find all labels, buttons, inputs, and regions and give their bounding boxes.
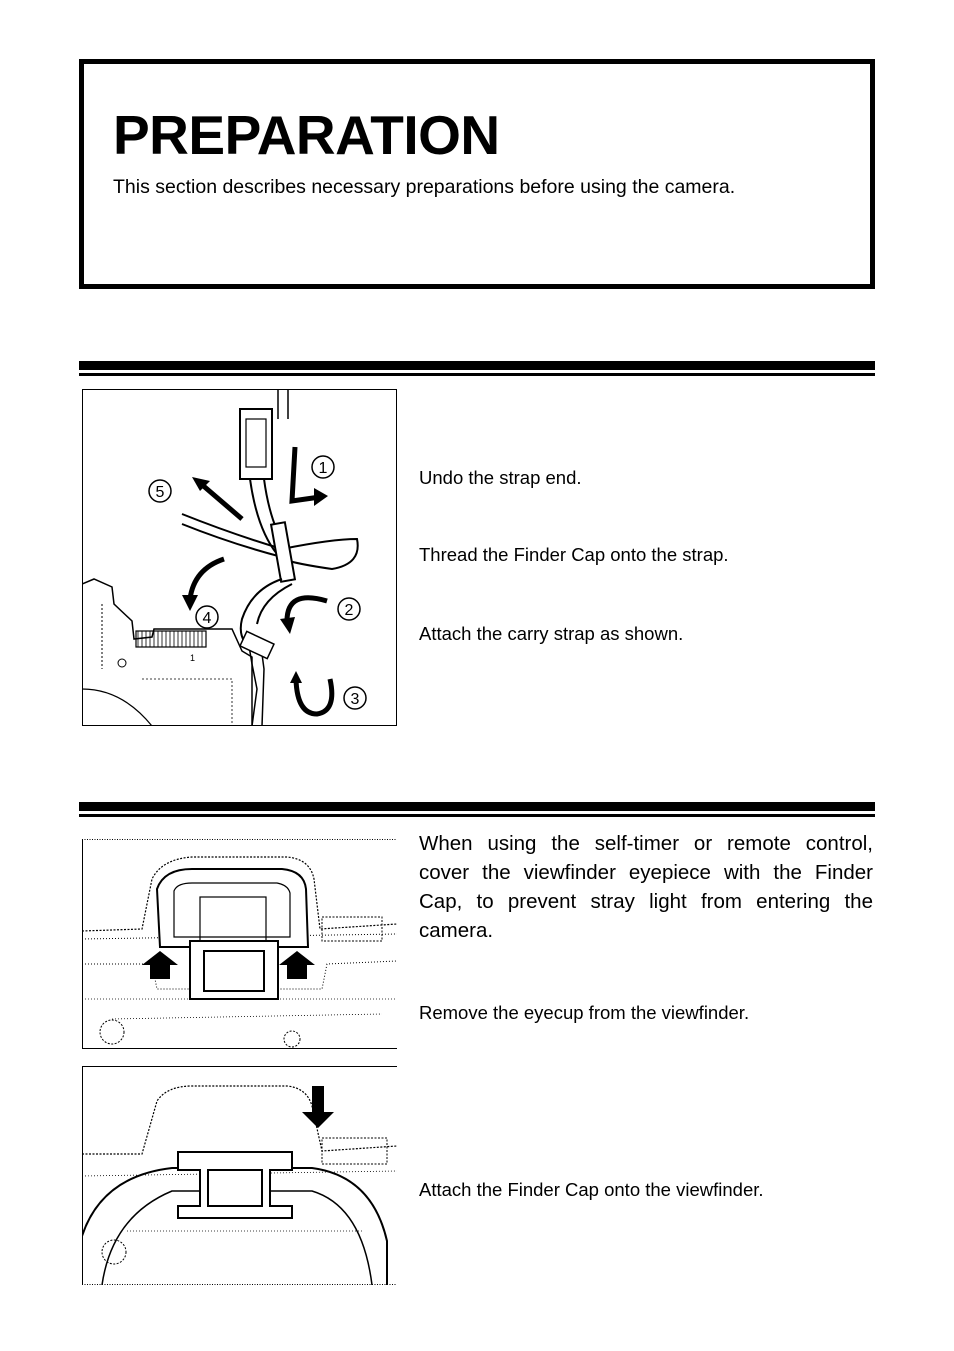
callout-1 bbox=[312, 456, 334, 478]
svg-text:1: 1 bbox=[318, 460, 328, 477]
callout-5 bbox=[149, 480, 171, 502]
callout-4 bbox=[196, 606, 218, 628]
finder-cap-intro: When using the self-timer or remote control, cover the viewfinder eyepiece with the Finder Cap, to prevent stray light from entering the camera. bbox=[419, 832, 873, 942]
svg-text:4: 4 bbox=[202, 610, 212, 627]
svg-text:3: 3 bbox=[350, 691, 360, 708]
dial-mark: 1 bbox=[190, 653, 196, 663]
svg-text:2: 2 bbox=[344, 602, 354, 619]
eyecup-removal-illustration bbox=[82, 839, 397, 1049]
strap-step-1: Undo the strap end. bbox=[419, 467, 582, 488]
finder-step-2: Attach the Finder Cap onto the viewfinder. bbox=[419, 1179, 764, 1200]
section-title-box bbox=[79, 59, 875, 289]
strap-step-2: Thread the Finder Cap onto the strap. bbox=[419, 544, 729, 565]
svg-text:5: 5 bbox=[155, 484, 165, 501]
callout-2 bbox=[338, 598, 360, 620]
finder-cap-attach-illustration bbox=[82, 1066, 397, 1285]
callout-3 bbox=[344, 687, 366, 709]
page-title: PREPARATION bbox=[113, 104, 500, 166]
strap-step-3: Attach the carry strap as shown. bbox=[419, 623, 684, 644]
strap-illustration bbox=[82, 389, 397, 726]
section-divider-finder bbox=[79, 802, 875, 818]
finder-step-1: Remove the eyecup from the viewfinder. bbox=[419, 1002, 750, 1023]
page-subtitle: This section describes necessary preparations before using the camera. bbox=[113, 176, 736, 198]
section-divider-strap bbox=[79, 361, 875, 377]
